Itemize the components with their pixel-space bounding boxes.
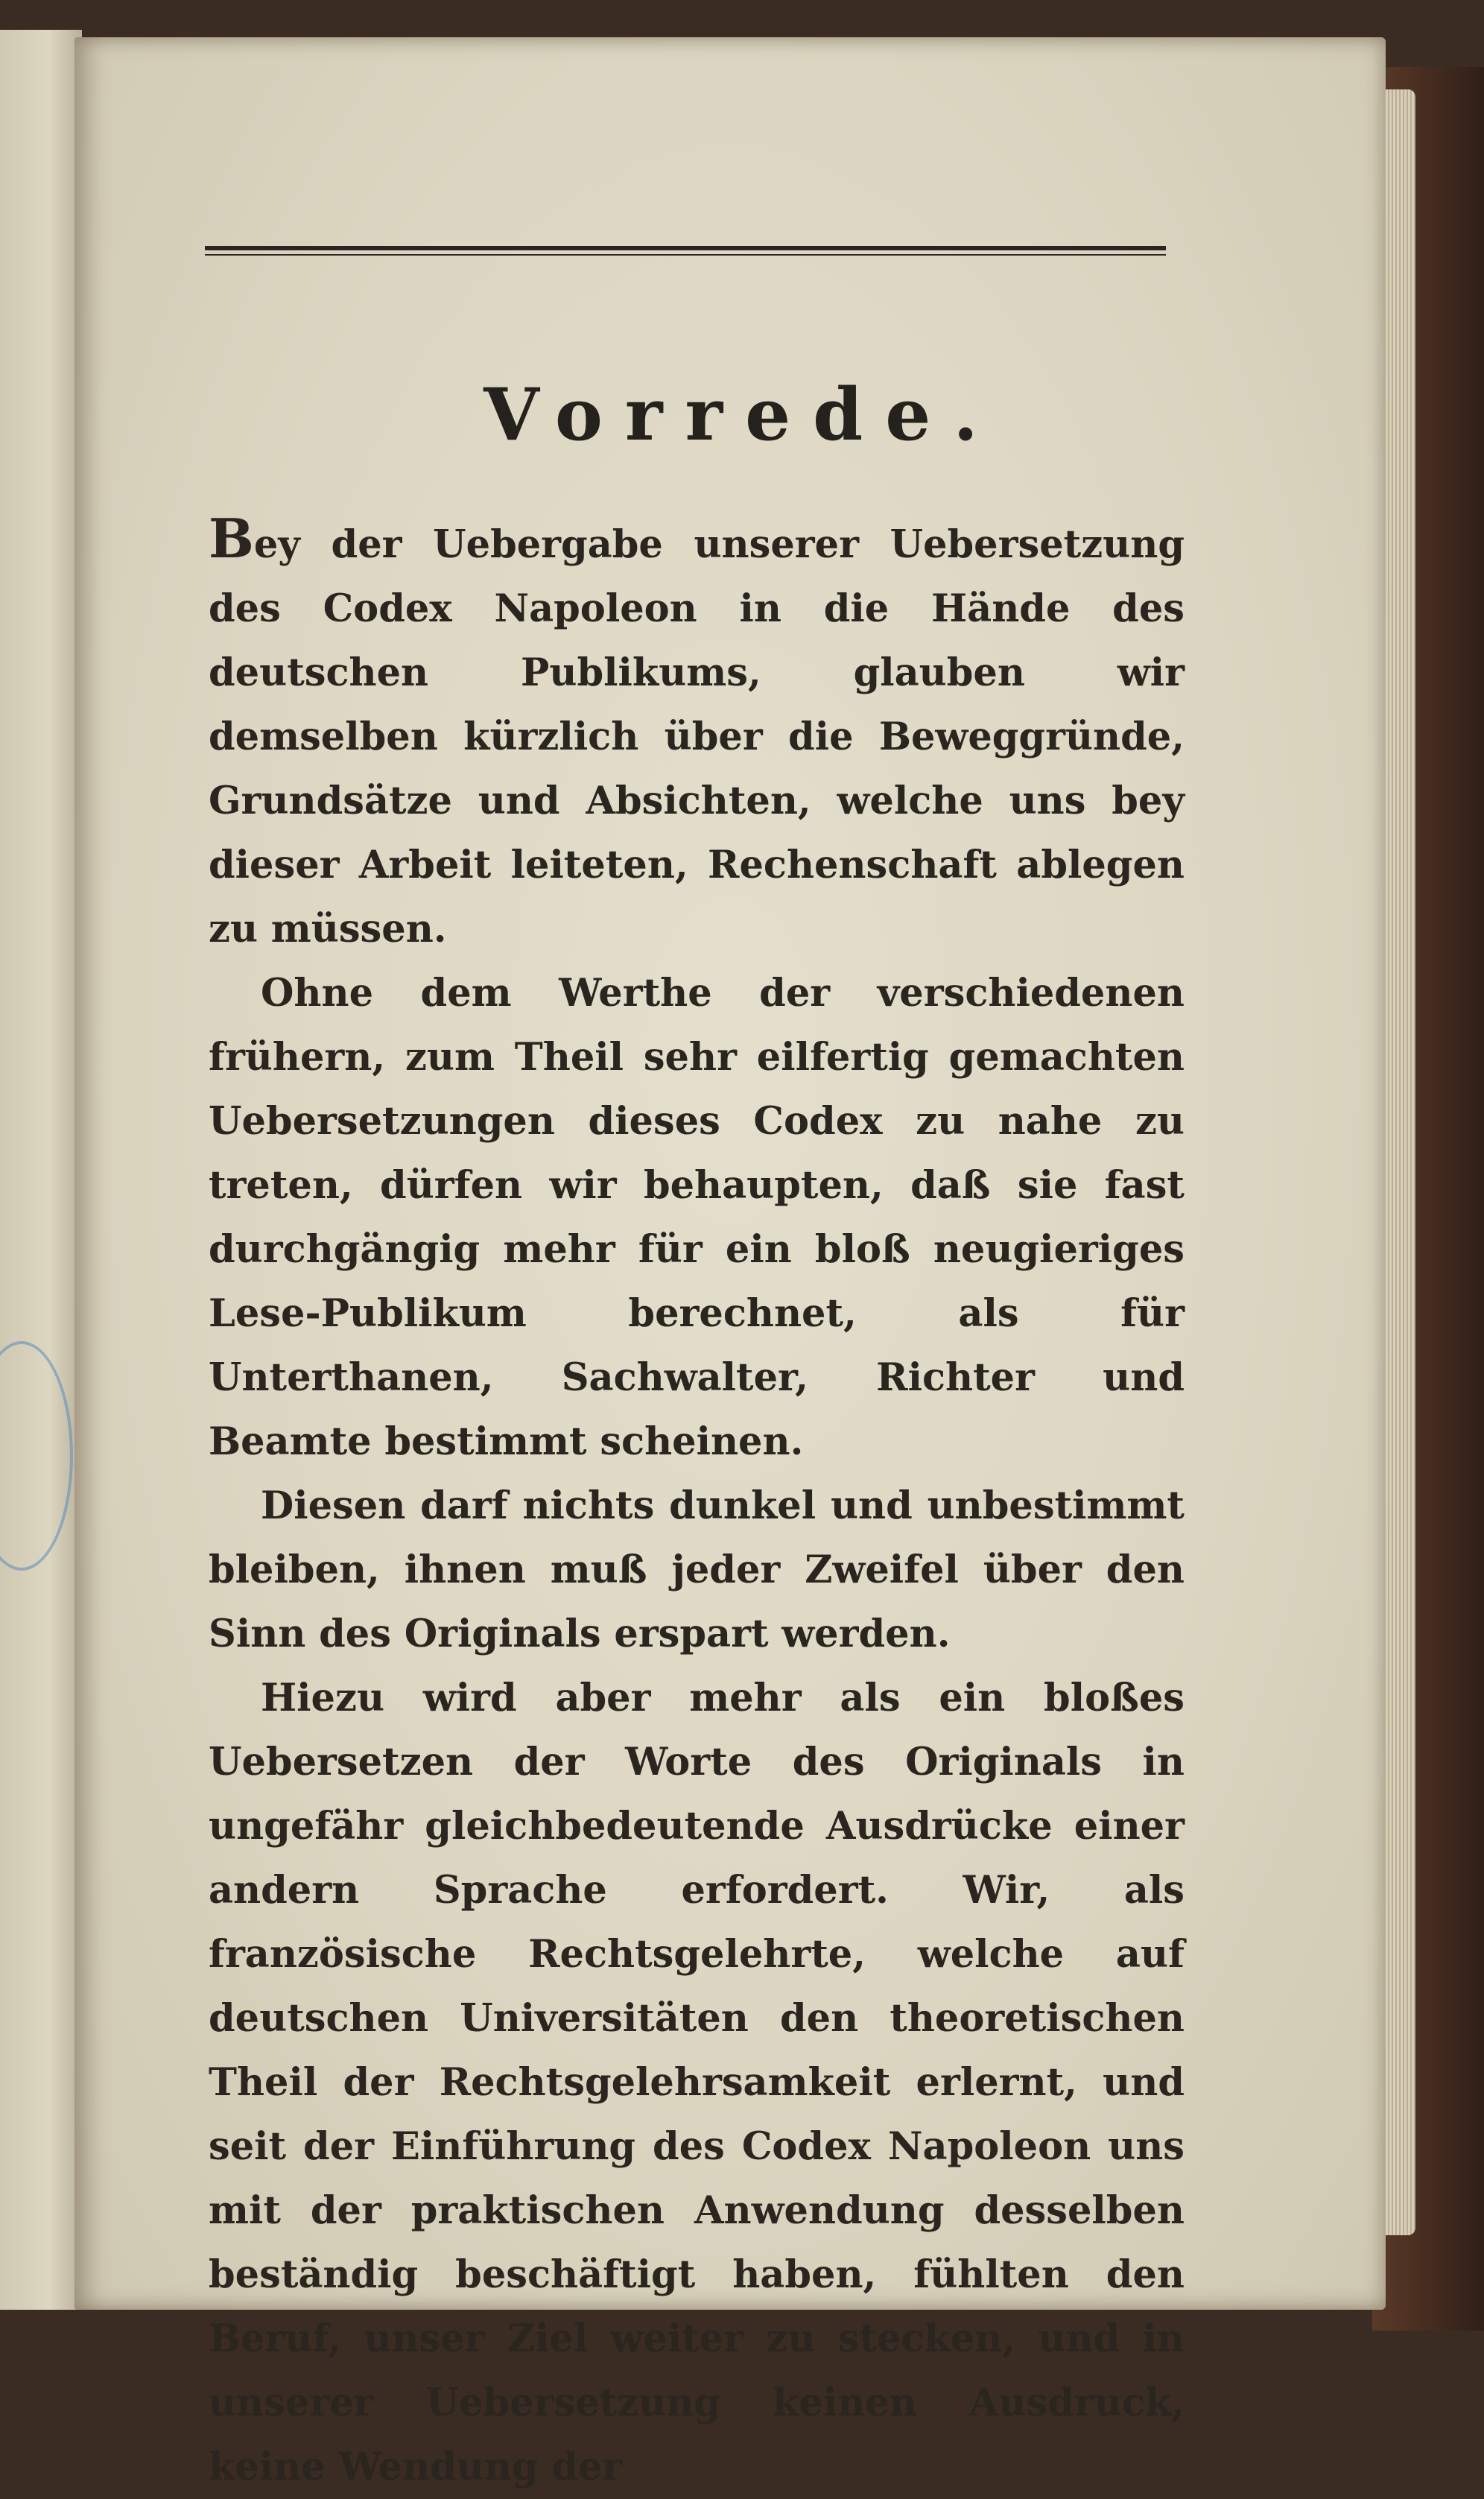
- page-title: Vorrede.: [483, 373, 1001, 457]
- paragraph-1: Bey der Uebergabe unserer Uebersetzung des Codex Napoleon in die Hände des deutschen Publikums, glauben wir demselben kürzlich über die Beweggründe, Grundsätze und Absichten, welche uns bey dieser Arbeit leiteten, Rechenschaft ablegen zu müssen.: [209, 507, 1185, 951]
- paragraph-3: Diesen darf nichts dunkel und unbestimmt bleiben, ihnen muß jeder Zweifel über den Sinn des Originals erspart werden.: [209, 1483, 1185, 1656]
- rule-thin-line: [205, 254, 1166, 256]
- rule-thick-line: [205, 246, 1166, 250]
- paragraph-4: Hiezu wird aber mehr als ein bloßes Uebersetzen der Worte des Originals in ungefähr gleichbedeutende Ausdrücke einer andern Sprache erfordert. Wir, als französische Rechtsgelehrte, welche auf deutschen Universitäten den theoretischen Theil der Rechtsgelehrsamkeit erlernt, und seit der Einführung des Codex Napoleon uns mit der praktischen Anwendung desselben beständig beschäftigt haben, fühlten den Beruf, unser Ziel weiter zu stecken, und in unserer Uebersetzung keinen Ausdruck, keine Wendung der: [209, 1676, 1185, 2489]
- previous-page-edge: [0, 30, 82, 2310]
- paragraph-2: Ohne dem Werthe der verschiedenen frühern, zum Theil sehr eilfertig gemachten Uebersetzungen dieses Codex zu nahe zu treten, dürfen wir behaupten, daß sie fast durchgängig mehr für ein bloß neugieriges Lese-Publikum berechnet, als für Unterthanen, Sachwalter, Richter und Beamte bestimmt scheinen.: [209, 971, 1185, 1464]
- header-double-rule: [205, 244, 1166, 261]
- body-text: [209, 507, 1185, 2499]
